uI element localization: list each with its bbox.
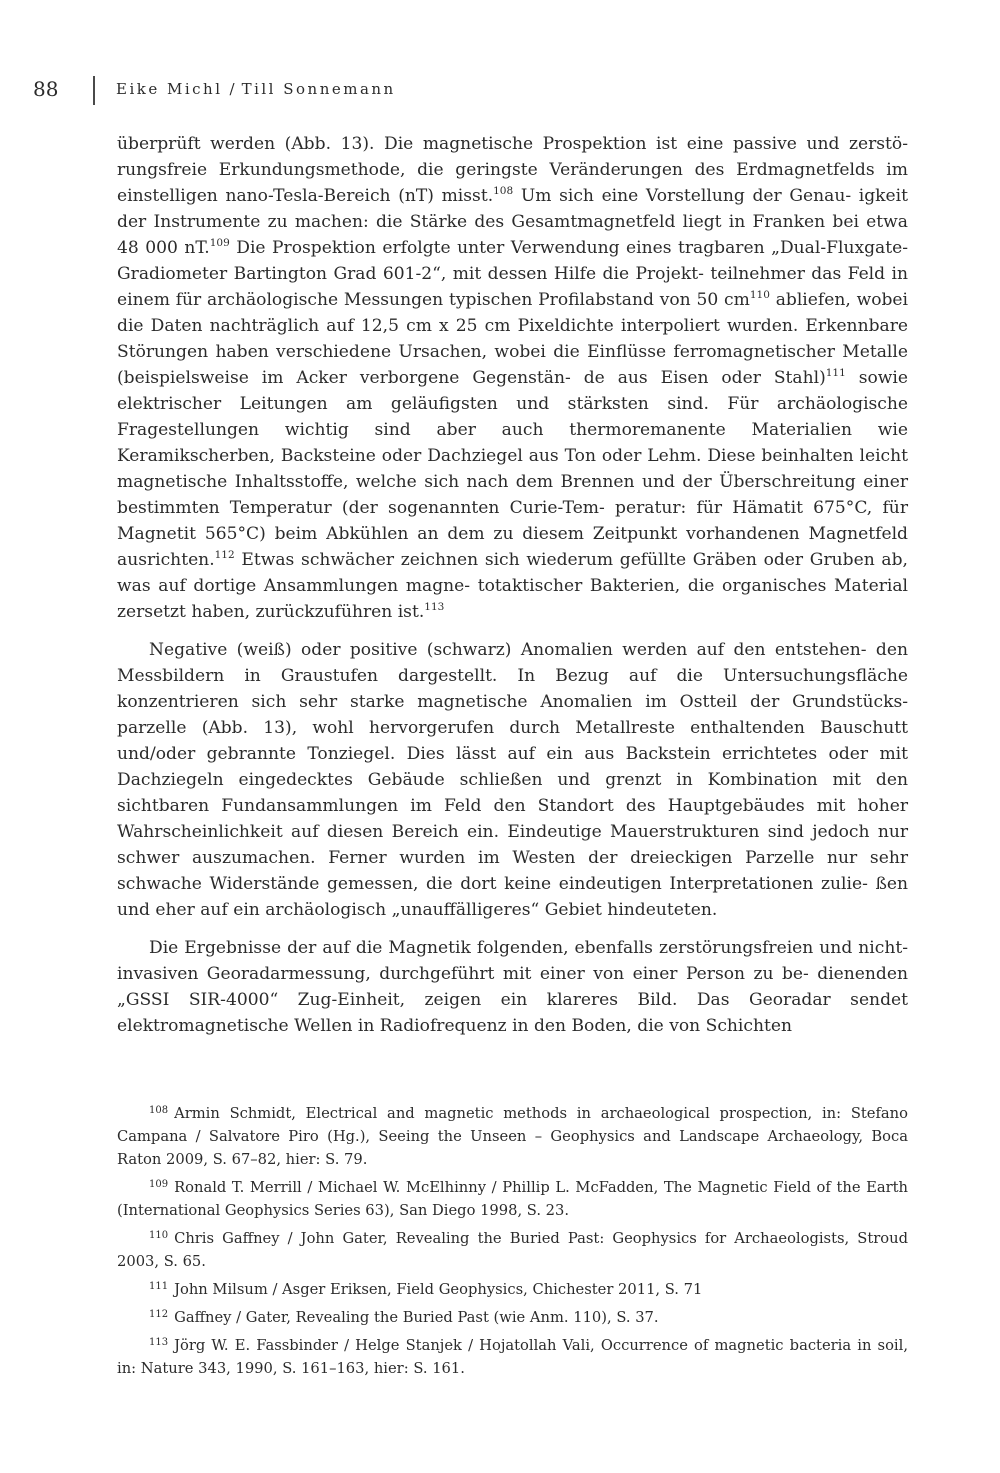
text-line: den Messbildern in Graustufen dargestellt. In Bezug auf die Untersuchungsfläche — [117, 640, 908, 686]
text-line: dienenden „GSSI SIR-4000“ Zug-Einheit, zeigen ein klareres Bild. Das Georadar — [117, 964, 908, 1010]
text-line: „Dual-Fluxgate-Gradiometer Bartington Grad 601-2“, mit dessen Hilfe die Projekt- — [117, 238, 908, 284]
text-segment: Etwas schwächer zeichnen sich — [234, 550, 520, 570]
footnote-text: Chris Gaffney / John Gater, Revealing the Buried Past: Geophysics for Archaeologists, Stroud 2003, S. 65. — [117, 1230, 908, 1270]
header-divider — [93, 76, 95, 105]
paragraph — [117, 935, 908, 1039]
footnote-number: 113 — [149, 1337, 169, 1348]
footnote-marker[interactable]: 113 — [424, 601, 445, 613]
text-segment: abliefen, wobei die Daten nachträglich auf 12,5 cm x 25 cm Pixeldichte — [117, 290, 909, 336]
text-line: und/oder gebrannte Tonziegel. Dies lässt auf ein aus Backstein errichtetes oder mit — [117, 744, 908, 764]
footnote-number: 109 — [149, 1179, 169, 1190]
footnote — [117, 1176, 908, 1222]
footnote — [117, 1306, 908, 1329]
text-segment: Die Prospektion erfolgte unter Verwendung eines tragbaren — [229, 238, 765, 258]
text-line: Materialien wie Keramikscherben, Backsteine oder Dachziegel aus Ton oder Lehm. — [117, 420, 908, 466]
text-segment: Zeitpunkt vorhandenen Magnetfeld ausrichten. — [117, 524, 908, 570]
body-text — [117, 131, 908, 1039]
paragraph — [117, 131, 908, 625]
text-line: nur schwer auszumachen. Ferner wurden im Westen der dreieckigen Parzelle nur sehr — [117, 822, 909, 868]
footnote-number: 110 — [149, 1230, 169, 1241]
text-line: sind. Für archäologische Fragestellungen wichtig sind aber auch thermoremanente — [117, 394, 909, 440]
text-segment: de aus Eisen oder Stahl) — [583, 368, 826, 388]
text-line: igkeit der Instrumente zu machen: die Stärke des Gesamtmagnetfeld liegt in Franken — [117, 186, 908, 232]
footnote-text: Armin Schmidt, Electrical and magnetic methods in archaeological prospection, in: Stefano Campana / Salvatore Piro (Hg.), Seeing the Unseen – Geophysics and Landscape Archaeology, Boca Raton 2009, S. 67–82, hier: S. 79. — [117, 1105, 908, 1168]
footnote-marker[interactable]: 109 — [209, 237, 230, 249]
text-line: und der Überschreitung einer bestimmten Temperatur (der sogenannten Curie-Tem- — [117, 472, 909, 518]
text-line: teilnehmer das Feld in einem für archäologische Messungen typischen Profilabstand — [117, 264, 908, 310]
footnote-text: Jörg W. E. Fassbinder / Helge Stanjek / Hojatollah Vali, Occurrence of magnetic bacteria in soil, in: Nature 343, 1990, S. 161–163, hier: S. 161. — [117, 1337, 908, 1377]
author-name: Eike Michl — [116, 80, 223, 98]
footnote — [117, 1334, 908, 1380]
text-line: Die Ergebnisse der auf die Magnetik folgenden, ebenfalls zerstörungsfreien und — [149, 938, 853, 958]
footnote-marker[interactable]: 112 — [214, 549, 235, 561]
footnote — [117, 1227, 908, 1273]
text-line: interpoliert wurden. Erkennbare Störungen haben verschiedene Ursachen, wobei die — [117, 316, 908, 362]
text-line: rungsfreie Erkundungsmethode, die geringste Veränderungen des Erdmagnetfelds im — [117, 160, 908, 180]
footnote-marker[interactable]: 111 — [825, 367, 846, 379]
text-segment: totaktischer Bakterien, die organisches Material zersetzt haben, zurückzuführen ist. — [117, 576, 908, 622]
text-line: konzentrieren sich sehr starke magnetische Anomalien im Ostteil der Grundstücks- — [117, 692, 908, 712]
footnote — [117, 1102, 908, 1171]
text-line: nicht-invasiven Georadarmessung, durchgeführt mit einer von einer Person zu be- — [117, 938, 908, 984]
text-line: sichtbaren Fundansammlungen im Feld den Standort des Hauptgebäudes mit hoher — [117, 796, 908, 816]
text-line: Einflüsse ferromagnetischer Metalle (beispielsweise im Acker verborgene Gegenstän- — [117, 342, 908, 388]
text-segment: sowie elektrischer Leitungen am geläufigsten und stärksten — [117, 368, 909, 414]
running-header — [33, 76, 933, 106]
author-separator: / — [229, 80, 235, 98]
text-line — [117, 186, 851, 206]
running-head-authors — [116, 78, 396, 100]
text-line: überprüft werden (Abb. 13). Die magnetische Prospektion ist eine passive und zerstö- — [117, 134, 908, 154]
text-line: schwache Widerstände gemessen, die dort keine eindeutigen Interpretationen zulie- — [117, 874, 868, 894]
footnote-text: Gaffney / Gater, Revealing the Buried Past (wie Anm. 110), S. 37. — [174, 1309, 659, 1326]
footnote — [117, 1278, 908, 1301]
text-line: peratur: für Hämatit 675°C, für Magnetit 565°C) beim Abkühlen an dem zu diesem — [117, 498, 908, 544]
footnote-number: 112 — [149, 1309, 169, 1320]
text-line: sendet elektromagnetische Wellen in Radiofrequenz in den Boden, die von Schichten — [117, 990, 908, 1036]
text-line: Dachziegeln eingedecktes Gebäude schließen und grenzt in Kombination mit den — [117, 770, 908, 790]
text-line: Wahrscheinlichkeit auf diesen Bereich ein. Eindeutige Mauerstrukturen sind jedoch — [117, 822, 870, 842]
text-line: Diese beinhalten leicht magnetische Inhaltsstoffe, welche sich nach dem Brennen — [117, 446, 909, 492]
author-name: Till Sonnemann — [241, 80, 396, 98]
footnote-marker[interactable]: 110 — [749, 289, 770, 301]
footnote-marker[interactable]: 108 — [493, 185, 514, 197]
text-line: ßen und eher auf ein archäologisch „unauffälligeres“ Gebiet hindeuteten. — [117, 874, 908, 920]
footnote-text: Ronald T. Merrill / Michael W. McElhinny / Phillip L. McFadden, The Magnetic Field of the Earth (International Geophysics Series 63), San Diego 1998, S. 23. — [117, 1179, 908, 1219]
text-line: wiederum gefüllte Gräben oder Gruben ab, was auf dortige Ansammlungen magne- — [117, 550, 908, 596]
text-line: parzelle (Abb. 13), wohl hervorgerufen durch Metallreste enthaltenden Bauschutt — [117, 718, 908, 738]
footnotes — [117, 1102, 908, 1385]
text-segment: bei etwa 48 000 nT. — [117, 212, 908, 258]
text-segment: von 50 cm — [659, 290, 750, 310]
page-number: 88 — [33, 77, 59, 101]
paragraph — [117, 637, 908, 923]
text-line: Negative (weiß) oder positive (schwarz) Anomalien werden auf den entstehen- — [149, 640, 867, 660]
text-segment: Um sich eine Vorstellung der Genau- — [513, 186, 852, 206]
footnote-number: 111 — [149, 1281, 169, 1292]
text-segment: einstelligen nano-Tesla-Bereich (nT) misst. — [117, 186, 494, 206]
footnote-number: 108 — [149, 1105, 169, 1116]
footnote-text: John Milsum / Asger Eriksen, Field Geophysics, Chichester 2011, S. 71 — [174, 1281, 703, 1298]
